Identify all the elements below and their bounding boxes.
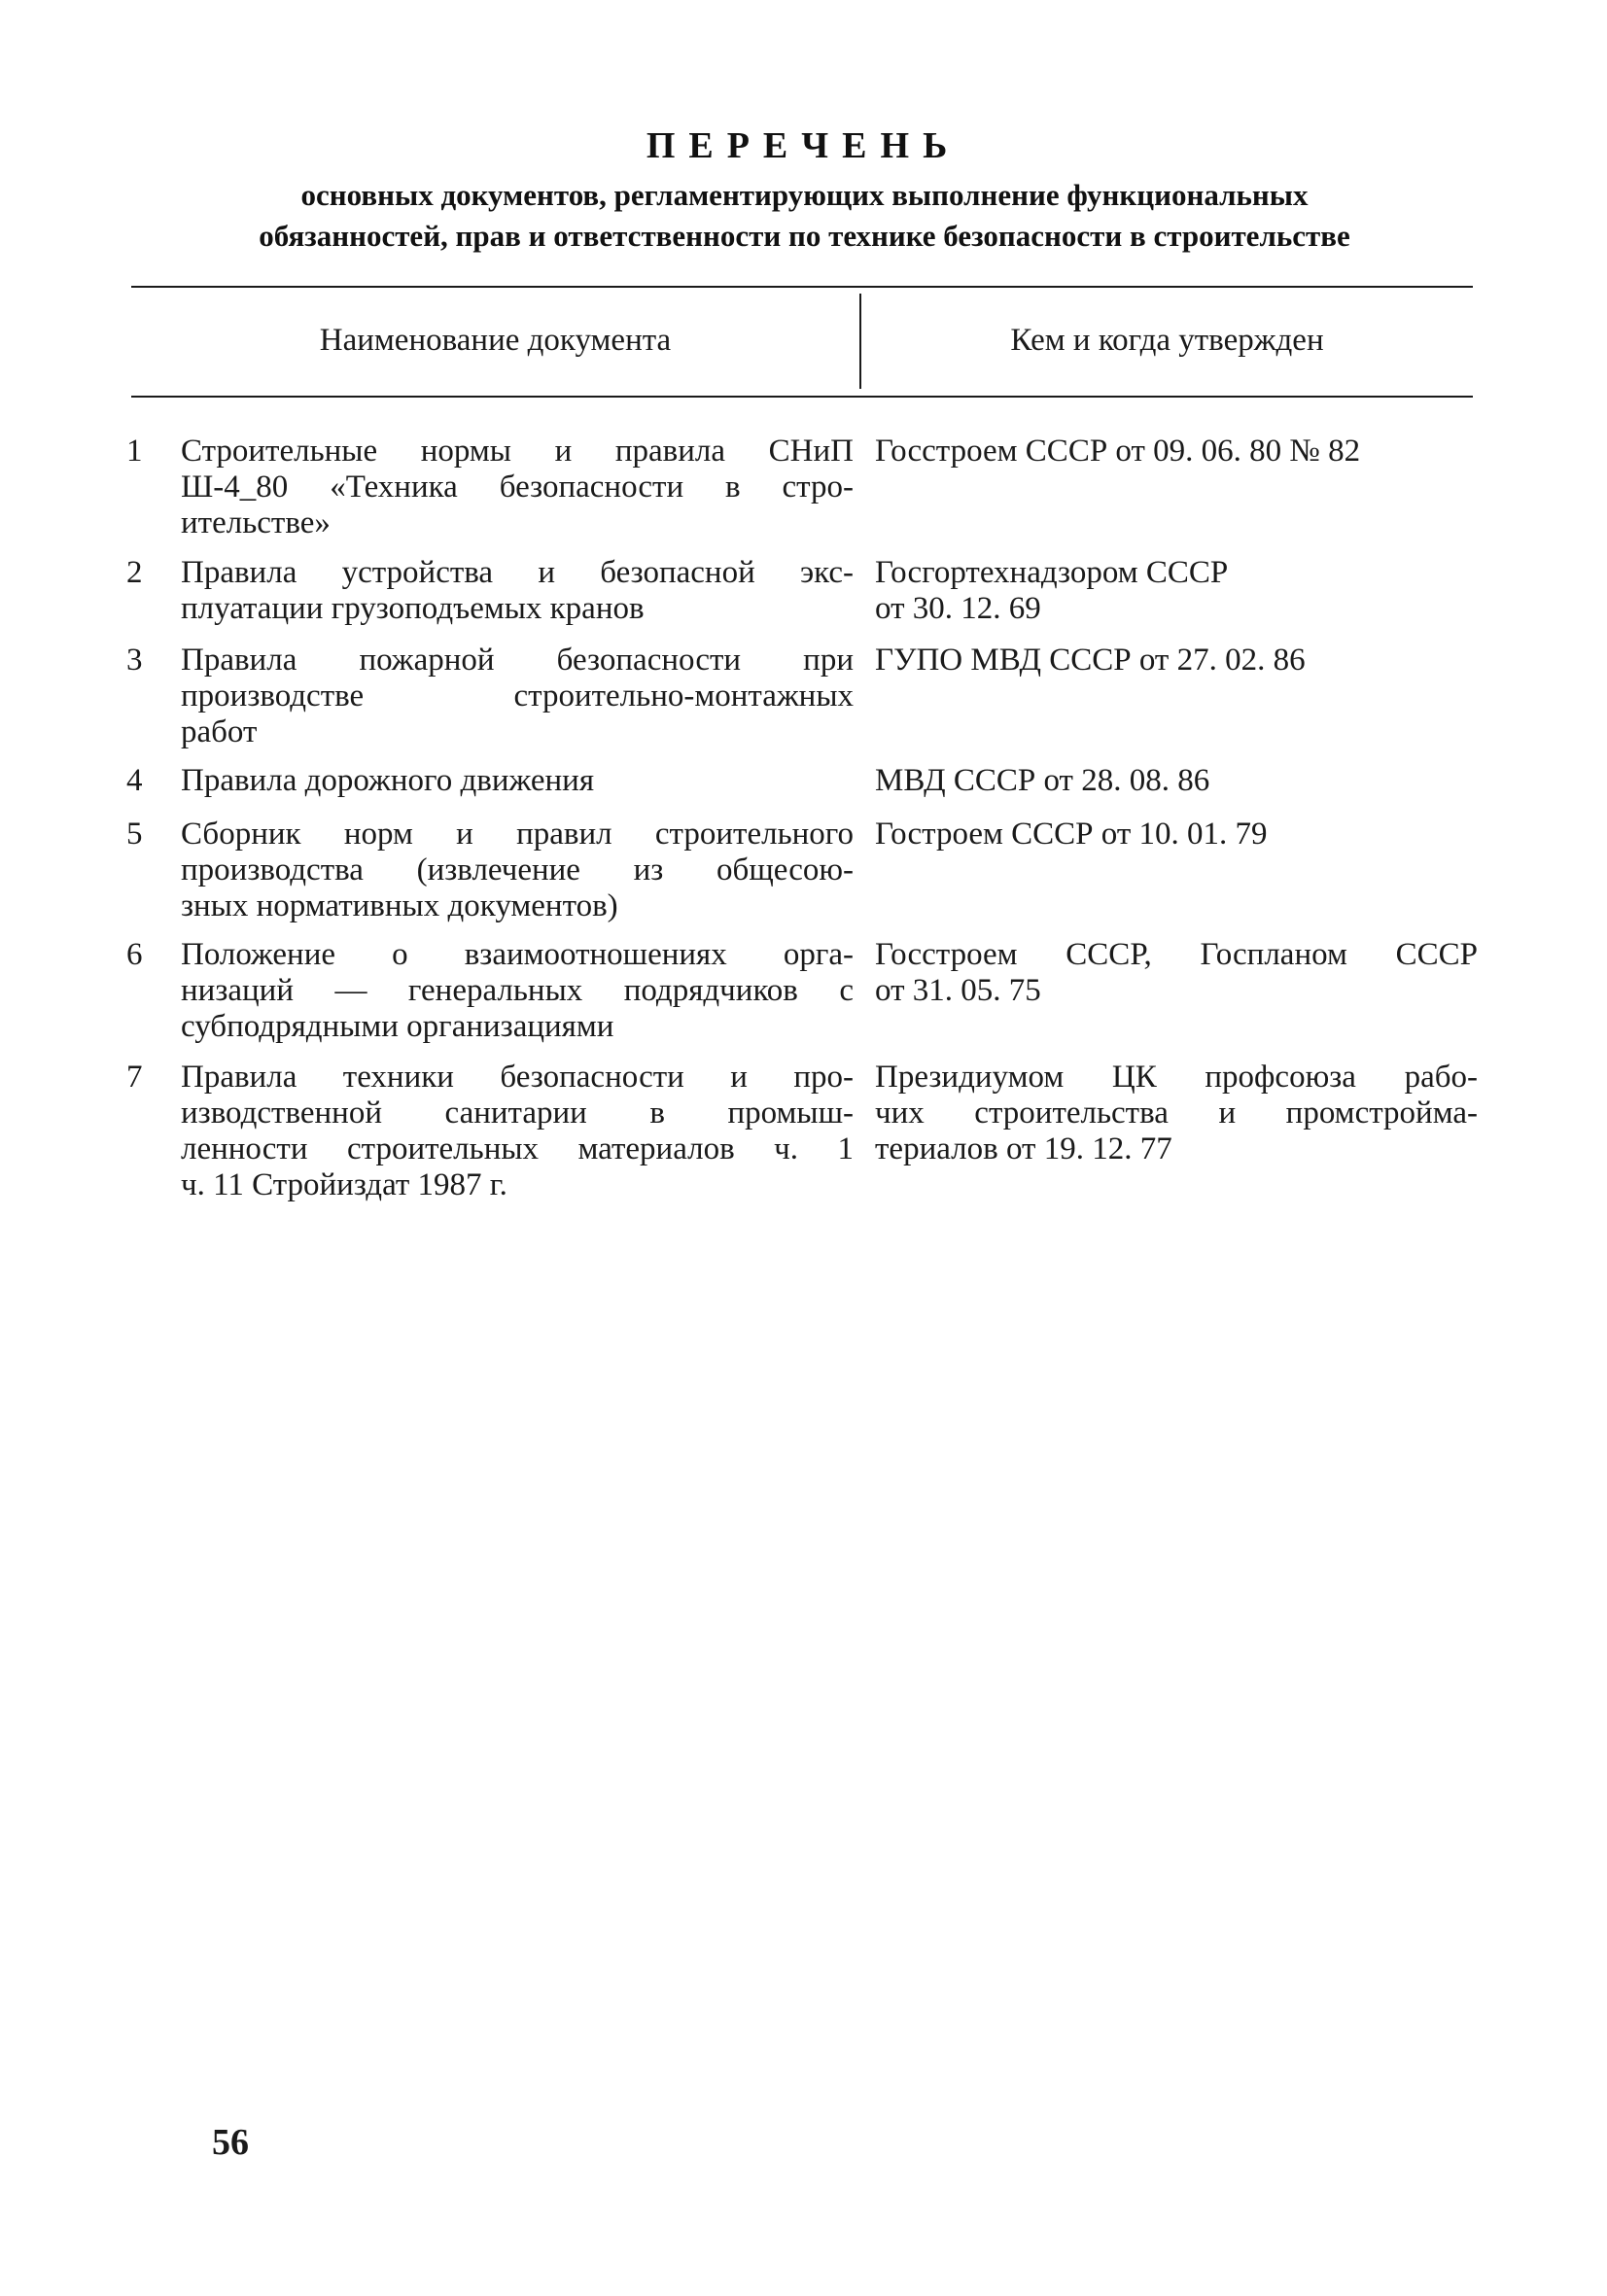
document-title <box>181 817 854 924</box>
document-title-line: Строительные нормы и правила СНиП <box>181 434 854 469</box>
document-title <box>181 1060 854 1203</box>
column-header-document: Наименование документа <box>319 323 672 358</box>
approval-info <box>875 1060 1478 1167</box>
subtitle-line-2: обязанностей, прав и ответственности по технике безопасности в строительстве <box>259 219 1350 253</box>
approval-line: от 31. 05. 75 <box>875 973 1041 1008</box>
document-title-line: Правила техники безопасности и про- <box>181 1060 854 1095</box>
approval-line: чих строительства и промстройма- <box>875 1096 1478 1131</box>
document-title-line: зных нормативных документов) <box>181 888 618 923</box>
document-title-line: ленности строительных материалов ч. 1 <box>181 1131 854 1166</box>
approval-line: от 30. 12. 69 <box>875 591 1041 626</box>
subtitle-line-1: основных документов, регламентирующих выполнение функциональных <box>300 178 1309 212</box>
approval-line: Госстроем СССР от 09. 06. 80 № 82 <box>875 434 1361 469</box>
page-title: ПЕРЕЧЕНЬ <box>646 125 961 166</box>
document-title-line: ительстве» <box>181 505 331 540</box>
document-title <box>181 555 854 627</box>
row-number: 7 <box>126 1060 143 1095</box>
document-title <box>181 434 854 541</box>
document-title <box>181 763 854 799</box>
row-number: 1 <box>126 434 143 469</box>
row-number: 3 <box>126 643 143 678</box>
row-number: 6 <box>126 937 143 972</box>
approval-line: териалов от 19. 12. 77 <box>875 1131 1172 1166</box>
approval-info <box>875 817 1478 852</box>
document-title-line: плуатации грузоподъемых кранов <box>181 591 645 626</box>
document-title <box>181 937 854 1045</box>
approval-line: Президиумом ЦК профсоюза рабо- <box>875 1060 1478 1095</box>
row-number: 4 <box>126 763 143 798</box>
approval-line: Гостроем СССР от 10. 01. 79 <box>875 817 1268 852</box>
document-title-line: производства (извлечение из общесою- <box>181 852 854 887</box>
approval-info <box>875 643 1478 678</box>
document-title-line: изводственной санитарии в промыш- <box>181 1096 854 1131</box>
table-header-rule <box>131 396 1473 398</box>
document-title-line: Правила дорожного движения <box>181 763 595 798</box>
document-title-line: субподрядными организациями <box>181 1009 614 1044</box>
document-title-line: Сборник норм и правил строительного <box>181 817 854 852</box>
approval-info <box>875 434 1478 470</box>
document-title-line: ч. 11 Стройиздат 1987 г. <box>181 1167 507 1202</box>
page-subtitle <box>126 175 1483 257</box>
page-number: 56 <box>212 2122 249 2163</box>
approval-line: ГУПО МВД СССР от 27. 02. 86 <box>875 643 1306 678</box>
document-title-line: работ <box>181 714 258 749</box>
approval-line: МВД СССР от 28. 08. 86 <box>875 763 1210 798</box>
document-title <box>181 643 854 750</box>
document-title-line: Положение о взаимоотношениях орга- <box>181 937 854 972</box>
table-top-rule <box>131 286 1473 288</box>
document-title-line: Правила пожарной безопасности при <box>181 643 854 678</box>
approval-line: Госстроем СССР, Госпланом СССР <box>875 937 1478 972</box>
approval-line: Госгортехнадзором СССР <box>875 555 1229 590</box>
approval-info <box>875 937 1478 1009</box>
row-number: 5 <box>126 817 143 852</box>
document-title-line: Правила устройства и безопасной экс- <box>181 555 854 590</box>
row-number: 2 <box>126 555 143 590</box>
approval-info <box>875 763 1478 799</box>
approval-info <box>875 555 1478 627</box>
document-title-line: низаций — генеральных подрядчиков с <box>181 973 854 1008</box>
column-header-approved-by: Кем и когда утвержден <box>1010 323 1324 358</box>
document-title-line: Ш-4_80 «Техника безопасности в стро- <box>181 470 854 504</box>
document-title-line: производстве строительно-монтажных <box>181 678 854 713</box>
